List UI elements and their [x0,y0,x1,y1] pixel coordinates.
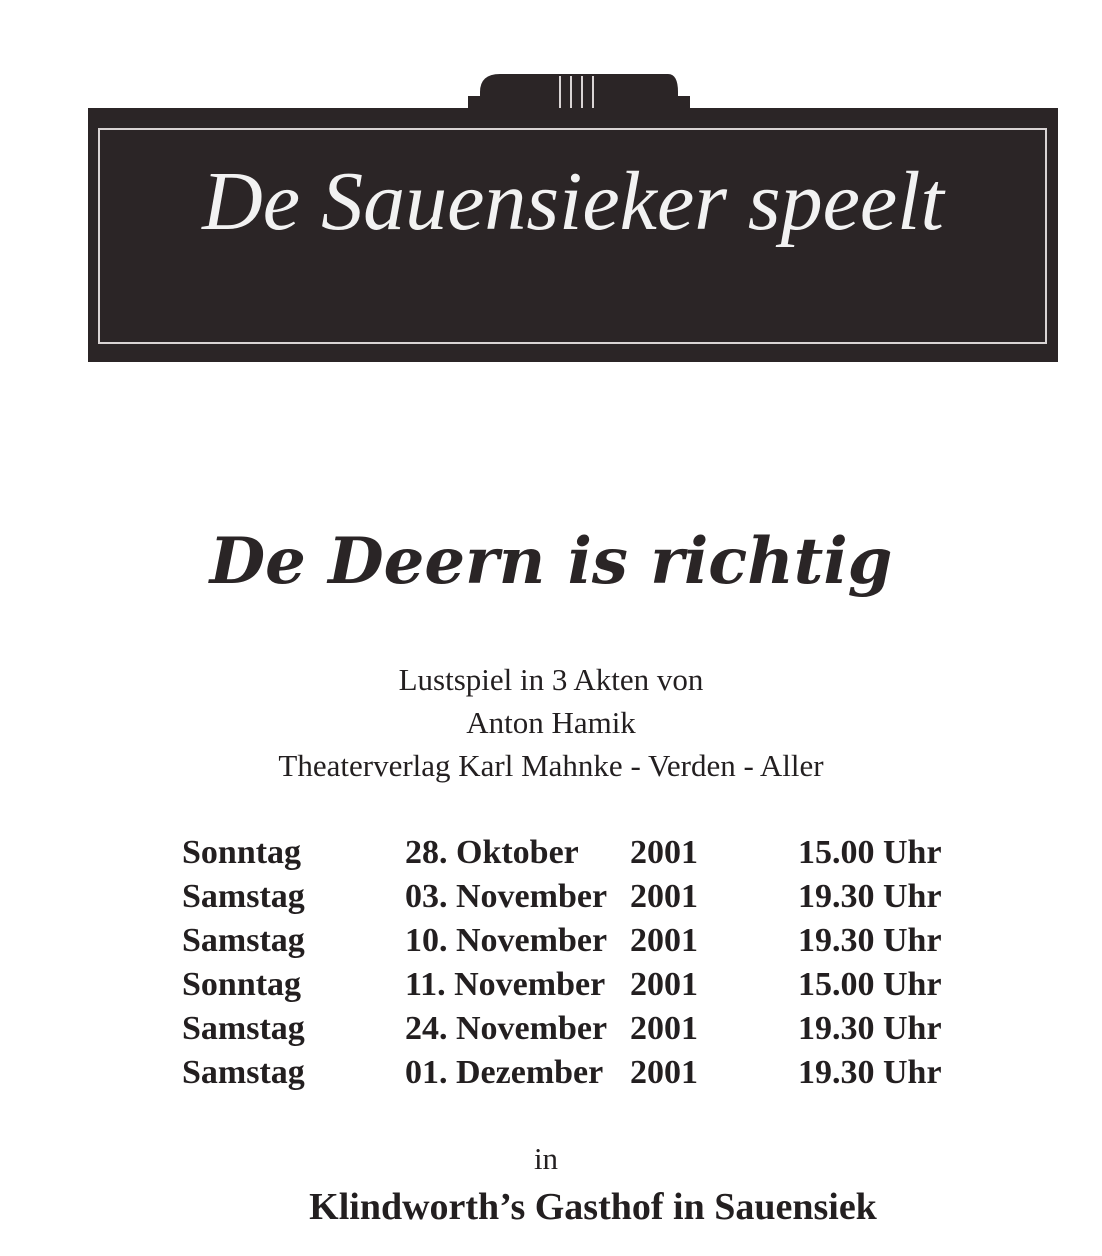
venue-name: Klindworth’s Gasthof in Sauensiek [309,1186,877,1228]
play-genre-line: Lustspiel in 3 Akten von [398,662,704,697]
schedule-date: 24. November [405,1010,608,1047]
schedule-day: Samstag [182,878,305,915]
schedule-time: 15.00 Uhr [798,966,942,1003]
schedule-date: 28. Oktober [405,834,579,871]
schedule-day: Samstag [182,1010,305,1047]
schedule-day: Samstag [182,922,305,959]
schedule-year: 2001 [630,834,698,871]
schedule-time: 19.30 Uhr [798,1010,942,1047]
schedule-date: 11. November [405,966,606,1003]
schedule-year: 2001 [630,922,698,959]
play-title: De Deern is richtig [209,524,893,599]
schedule-date: 10. November [405,922,608,959]
schedule-day: Samstag [182,1054,305,1091]
schedule-year: 2001 [630,1054,698,1091]
schedule-date: 01. Dezember [405,1054,604,1091]
play-author: Anton Hamik [466,705,636,740]
schedule-time: 19.30 Uhr [798,1054,942,1091]
schedule-day: Sonntag [182,966,302,1003]
schedule-time: 19.30 Uhr [798,878,942,915]
schedule-time: 19.30 Uhr [798,922,942,959]
location-preposition: in [533,1141,559,1176]
schedule-day: Sonntag [182,834,302,871]
schedule-year: 2001 [630,878,698,915]
schedule-time: 15.00 Uhr [798,834,942,871]
play-publisher: Theaterverlag Karl Mahnke - Verden - Aller [278,748,824,783]
schedule-date: 03. November [405,878,608,915]
schedule-year: 2001 [630,966,698,1003]
schedule-year: 2001 [630,1010,698,1047]
banner-title: De Sauensieker speelt [202,155,944,248]
